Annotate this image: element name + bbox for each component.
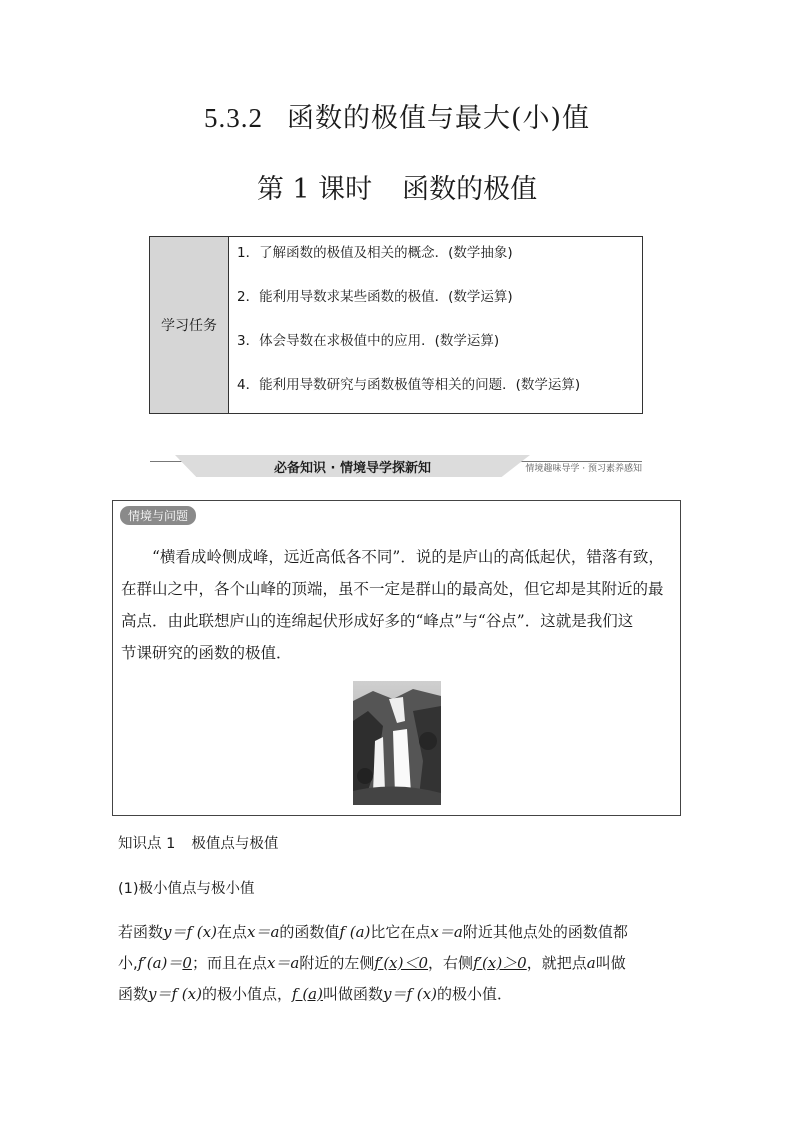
knowledge-point-text: 极值点与极值 [191, 836, 279, 852]
text: 的极小值点， [201, 985, 292, 1003]
task-item: 4．能利用导数研究与函数极值等相关的问题．(数学运算) [237, 377, 581, 393]
math: x＝a [430, 923, 463, 941]
math: f (a) [339, 923, 371, 941]
text: 叫做函数 [322, 985, 383, 1003]
math: f′(a)＝ [137, 954, 183, 972]
math: x＝a [247, 923, 280, 941]
lesson-subtitle [0, 167, 794, 206]
section-number: 5.3.2 [203, 103, 263, 133]
learning-tasks-header: 学习任务 [150, 237, 229, 413]
text: 附近的左侧 [299, 954, 375, 972]
scenario-box [112, 500, 681, 816]
text: ；而且在点 [191, 954, 267, 972]
math: y＝f (x) [148, 985, 202, 1003]
knowledge-point-title [118, 832, 278, 853]
fill-blank: f (a) [292, 985, 323, 1003]
text: 的极小值． [436, 985, 512, 1003]
definition-line [118, 952, 626, 973]
scenario-line: 高点．由此联想庐山的连绵起伏形成好多的“峰点”与“谷点”．这就是我们这 [121, 612, 634, 630]
task-item: 1．了解函数的极值及相关的概念．(数学抽象) [237, 245, 513, 261]
text: ，右侧 [428, 954, 474, 972]
math: a [586, 954, 596, 972]
fill-blank: 0 [182, 954, 192, 972]
math: x＝a [266, 954, 300, 972]
section-title [0, 96, 794, 135]
fill-blank: f′(x)＞0 [473, 954, 527, 972]
scenario-line: “横看成岭侧成峰，远近高低各不同”．说的是庐山的高低起伏，错落有致， [152, 548, 664, 566]
definition-line [118, 983, 512, 1004]
text: 比它在点 [370, 923, 431, 941]
scenario-line: 节课研究的函数的极值． [121, 644, 292, 662]
text: 的函数值 [279, 923, 340, 941]
fill-blank: f′(x)＜0 [374, 954, 429, 972]
knowledge-point-number: 知识点 1 [118, 836, 176, 852]
learning-tasks-list [229, 237, 642, 413]
text: 函数 [118, 985, 149, 1003]
task-item: 2．能利用导数求某些函数的极值．(数学运算) [237, 289, 513, 305]
text: 若函数 [118, 923, 164, 941]
definition-line [118, 921, 628, 942]
task-item: 3．体会导数在求极值中的应用．(数学运算) [237, 333, 500, 349]
scenario-tag: 情境与问题 [120, 506, 196, 525]
section-title-text: 函数的极值与最大(小)值 [286, 103, 591, 134]
knowledge-subheading: (1)极小值点与极小值 [118, 881, 255, 897]
text: 在点 [216, 923, 247, 941]
waterfall-photo [353, 681, 441, 805]
math: y＝f (x) [382, 985, 437, 1003]
scenario-line: 在群山之中，各个山峰的顶端，虽不一定是群山的最高处，但它却是其附近的最 [121, 580, 664, 598]
text: 小, [118, 954, 138, 972]
banner-right-text: 情境趣味导学 · 预习素养感知 [525, 464, 642, 474]
learning-tasks-table [149, 236, 643, 414]
text: 叫做 [595, 954, 626, 972]
section-banner [150, 455, 642, 477]
lesson-topic: 函数的极值 [402, 174, 538, 205]
banner-label: 必备知识 · 情境导学探新知 [274, 461, 431, 476]
text: ，就把点 [526, 954, 587, 972]
math: y＝f (x) [163, 923, 217, 941]
lesson-number: 第 1 课时 [256, 174, 373, 205]
text: 附近其他点处的函数值都 [462, 923, 628, 941]
